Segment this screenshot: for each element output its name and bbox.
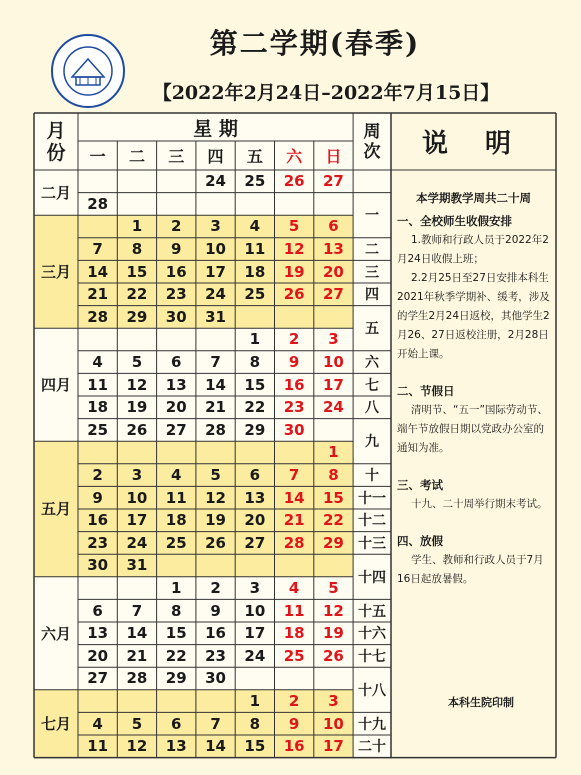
day-cell: 5 [117,712,156,735]
day-cell: 30 [78,554,117,577]
day-cell: 31 [196,306,235,329]
weekday-5: 五 [235,141,274,170]
day-cell: 8 [235,351,274,374]
day-cell: 28 [117,667,156,690]
day-cell: 18 [78,396,117,419]
week-number-cell: 七 [353,373,391,396]
day-cell [117,193,156,216]
day-cell: 2 [196,577,235,600]
day-cell [78,215,117,238]
weekday-4: 四 [196,141,235,170]
day-cell: 12 [196,486,235,509]
day-cell: 20 [235,509,274,532]
page-title: 第二学期(春季) [209,27,421,60]
day-cell: 15 [117,260,156,283]
day-cell: 5 [314,577,353,600]
day-cell: 17 [235,622,274,645]
day-cell: 20 [78,645,117,668]
week-number-cell: 八 [353,396,391,419]
day-cell: 25 [235,283,274,306]
day-cell: 6 [235,464,274,487]
day-cell [78,328,117,351]
day-cell: 12 [314,599,353,622]
day-cell: 4 [78,712,117,735]
day-cell: 14 [196,373,235,396]
day-cell [235,667,274,690]
day-cell: 2 [78,464,117,487]
day-cell: 9 [78,486,117,509]
day-cell [117,170,156,193]
day-cell: 8 [235,712,274,735]
day-cell: 19 [314,622,353,645]
day-cell: 19 [275,260,314,283]
day-cell: 25 [157,532,196,555]
day-cell: 24 [196,283,235,306]
day-cell: 25 [78,419,117,442]
day-cell: 10 [117,486,156,509]
day-cell [78,690,117,713]
day-cell: 23 [157,283,196,306]
day-cell: 6 [78,599,117,622]
week-number-cell: 十 [353,464,391,487]
day-cell: 20 [314,260,353,283]
day-cell: 22 [314,509,353,532]
day-cell: 12 [117,735,156,758]
day-cell: 17 [314,373,353,396]
day-cell: 3 [314,690,353,713]
month-header: 月份 [34,113,78,170]
day-cell: 11 [275,599,314,622]
day-cell: 28 [78,306,117,329]
day-cell: 25 [275,645,314,668]
day-cell [117,690,156,713]
day-cell: 3 [117,464,156,487]
week-number-cell: 十二 [353,509,391,532]
day-cell: 22 [157,645,196,668]
day-cell [117,328,156,351]
day-cell [314,667,353,690]
day-cell: 13 [314,238,353,261]
signature: 本科生院印制 [448,696,514,709]
day-cell: 11 [235,238,274,261]
day-cell: 11 [78,735,117,758]
week-number-cell [353,170,391,193]
date-range: 【2022年2月24日–2022年7月15日】 [152,82,500,104]
note-text: 十九、二十周举行期末考试。 [411,498,548,510]
day-cell: 12 [275,238,314,261]
weekday-1: 一 [78,141,117,170]
day-cell: 1 [157,577,196,600]
week-number-cell: 三 [353,260,391,283]
week-number-cell: 十七 [353,645,391,668]
day-cell: 7 [117,599,156,622]
day-cell [117,577,156,600]
day-cell: 16 [157,260,196,283]
day-cell: 23 [275,396,314,419]
week-number-header: 周次 [353,113,391,170]
week-number-cell: 十九 [353,712,391,735]
day-cell: 4 [157,464,196,487]
day-cell: 17 [314,735,353,758]
day-cell: 29 [235,419,274,442]
day-cell: 15 [235,373,274,396]
day-cell: 26 [314,645,353,668]
week-number-cell: 十八 [353,667,391,712]
day-cell: 6 [157,351,196,374]
section-title: 一、全校师生收假安排 [397,214,512,228]
day-cell: 28 [196,419,235,442]
day-cell: 7 [78,238,117,261]
day-cell: 13 [157,373,196,396]
day-cell: 15 [314,486,353,509]
weekday-6: 六 [275,141,314,170]
month-label: 四月 [34,328,78,441]
day-cell: 29 [314,532,353,555]
day-cell: 30 [157,306,196,329]
day-cell: 11 [157,486,196,509]
day-cell: 21 [117,645,156,668]
explain-header: 说 明 [421,129,526,159]
day-cell: 8 [117,238,156,261]
day-cell: 10 [235,599,274,622]
day-cell: 16 [275,735,314,758]
day-cell [275,306,314,329]
week-number-cell: 五 [353,306,391,351]
day-cell: 21 [196,396,235,419]
day-cell [157,170,196,193]
day-cell [235,306,274,329]
month-label: 三月 [34,215,78,328]
week-number-cell: 十四 [353,554,391,599]
day-cell: 13 [78,622,117,645]
day-cell: 14 [275,486,314,509]
day-cell: 27 [157,419,196,442]
day-cell: 24 [314,396,353,419]
month-label: 七月 [34,690,78,758]
day-cell: 17 [117,509,156,532]
day-cell: 20 [157,396,196,419]
day-cell: 5 [117,351,156,374]
day-cell: 9 [275,351,314,374]
month-label: 二月 [34,170,78,215]
day-cell [196,193,235,216]
day-cell: 14 [117,622,156,645]
day-cell: 4 [78,351,117,374]
day-cell: 3 [314,328,353,351]
day-cell: 26 [196,532,235,555]
day-cell: 10 [314,351,353,374]
week-number-cell: 十六 [353,622,391,645]
day-cell: 24 [235,645,274,668]
day-cell: 12 [117,373,156,396]
weekday-7: 日 [314,141,353,170]
day-cell: 13 [157,735,196,758]
day-cell [314,193,353,216]
day-cell [314,419,353,442]
day-cell: 5 [196,464,235,487]
week-number-cell: 六 [353,351,391,374]
section-title: 二、节假日 [397,384,455,398]
week-number-cell: 二十 [353,735,391,758]
week-number-cell: 九 [353,419,391,464]
day-cell: 27 [235,532,274,555]
day-cell: 24 [117,532,156,555]
day-cell: 2 [275,328,314,351]
day-cell: 30 [196,667,235,690]
day-cell: 18 [235,260,274,283]
day-cell: 6 [157,712,196,735]
day-cell [196,690,235,713]
day-cell: 27 [78,667,117,690]
explanation-panel [391,113,556,754]
day-cell: 26 [275,283,314,306]
day-cell: 28 [275,532,314,555]
day-cell [157,193,196,216]
day-cell [314,306,353,329]
day-cell [275,554,314,577]
day-cell: 31 [117,554,156,577]
day-cell: 16 [196,622,235,645]
day-cell: 21 [275,509,314,532]
day-cell [196,328,235,351]
summary: 本学期教学周共二十周 [416,191,531,205]
day-cell [196,554,235,577]
day-cell: 29 [157,667,196,690]
day-cell: 26 [117,419,156,442]
day-cell: 3 [196,215,235,238]
week-number-cell: 二 [353,238,391,261]
week-number-cell: 十三 [353,532,391,555]
day-cell [314,554,353,577]
day-cell: 30 [275,419,314,442]
day-cell [78,441,117,464]
day-cell [275,193,314,216]
day-cell: 28 [78,193,117,216]
day-cell: 13 [235,486,274,509]
day-cell [117,441,156,464]
note-text: 清明节、“五一”国际劳动节、端午节放假日期以党政办公室的通知为准。 [397,404,548,454]
week-label: 星 期 [78,113,353,141]
day-cell: 4 [275,577,314,600]
week-number-cell: 十五 [353,599,391,622]
month-label: 五月 [34,441,78,577]
day-cell: 14 [78,260,117,283]
day-cell: 7 [196,351,235,374]
day-cell [235,193,274,216]
weekday-2: 二 [117,141,156,170]
day-cell: 1 [235,328,274,351]
day-cell: 6 [314,215,353,238]
day-cell: 27 [314,170,353,193]
section-title: 三、考试 [397,478,443,492]
day-cell: 1 [314,441,353,464]
day-cell: 23 [196,645,235,668]
day-cell: 15 [235,735,274,758]
day-cell: 1 [117,215,156,238]
note-text: 1.教师和行政人员于2022年2月24日收假上班； [397,234,549,265]
day-cell: 9 [275,712,314,735]
day-cell: 9 [157,238,196,261]
day-cell: 4 [235,215,274,238]
day-cell: 19 [196,509,235,532]
day-cell [157,328,196,351]
day-cell: 16 [78,509,117,532]
day-cell [78,170,117,193]
section-title: 四、放假 [397,534,443,548]
day-cell: 8 [314,464,353,487]
day-cell: 17 [196,260,235,283]
day-cell [78,577,117,600]
day-cell: 3 [235,577,274,600]
day-cell: 9 [196,599,235,622]
week-number-cell: 一 [353,193,391,238]
day-cell: 29 [117,306,156,329]
day-cell [157,441,196,464]
day-cell: 18 [275,622,314,645]
day-cell [275,441,314,464]
day-cell [235,554,274,577]
day-cell: 19 [117,396,156,419]
day-cell: 18 [157,509,196,532]
day-cell: 22 [235,396,274,419]
day-cell [196,441,235,464]
note-text: 学生、教师和行政人员于7月16日起放暑假。 [397,554,544,585]
day-cell [157,690,196,713]
day-cell: 22 [117,283,156,306]
weekday-3: 三 [157,141,196,170]
day-cell: 8 [157,599,196,622]
day-cell: 27 [314,283,353,306]
day-cell: 23 [78,532,117,555]
day-cell: 10 [314,712,353,735]
day-cell [235,441,274,464]
week-number-cell: 四 [353,283,391,306]
day-cell: 10 [196,238,235,261]
day-cell: 2 [275,690,314,713]
week-number-cell: 十一 [353,486,391,509]
day-cell: 5 [275,215,314,238]
day-cell: 14 [196,735,235,758]
day-cell: 21 [78,283,117,306]
day-cell: 25 [235,170,274,193]
day-cell: 16 [275,373,314,396]
day-cell: 15 [157,622,196,645]
day-cell [275,667,314,690]
day-cell: 26 [275,170,314,193]
month-label: 六月 [34,577,78,690]
day-cell: 2 [157,215,196,238]
day-cell: 7 [275,464,314,487]
day-cell: 7 [196,712,235,735]
day-cell [157,554,196,577]
note-text: 2.2月25日至27日安排本科生2021年秋季学期补、缓考，涉及的学生2月24日返校，其他学生2月26、27日返校注册，2月28日开始上课。 [397,272,550,360]
day-cell: 1 [235,690,274,713]
day-cell: 11 [78,373,117,396]
day-cell: 24 [196,170,235,193]
